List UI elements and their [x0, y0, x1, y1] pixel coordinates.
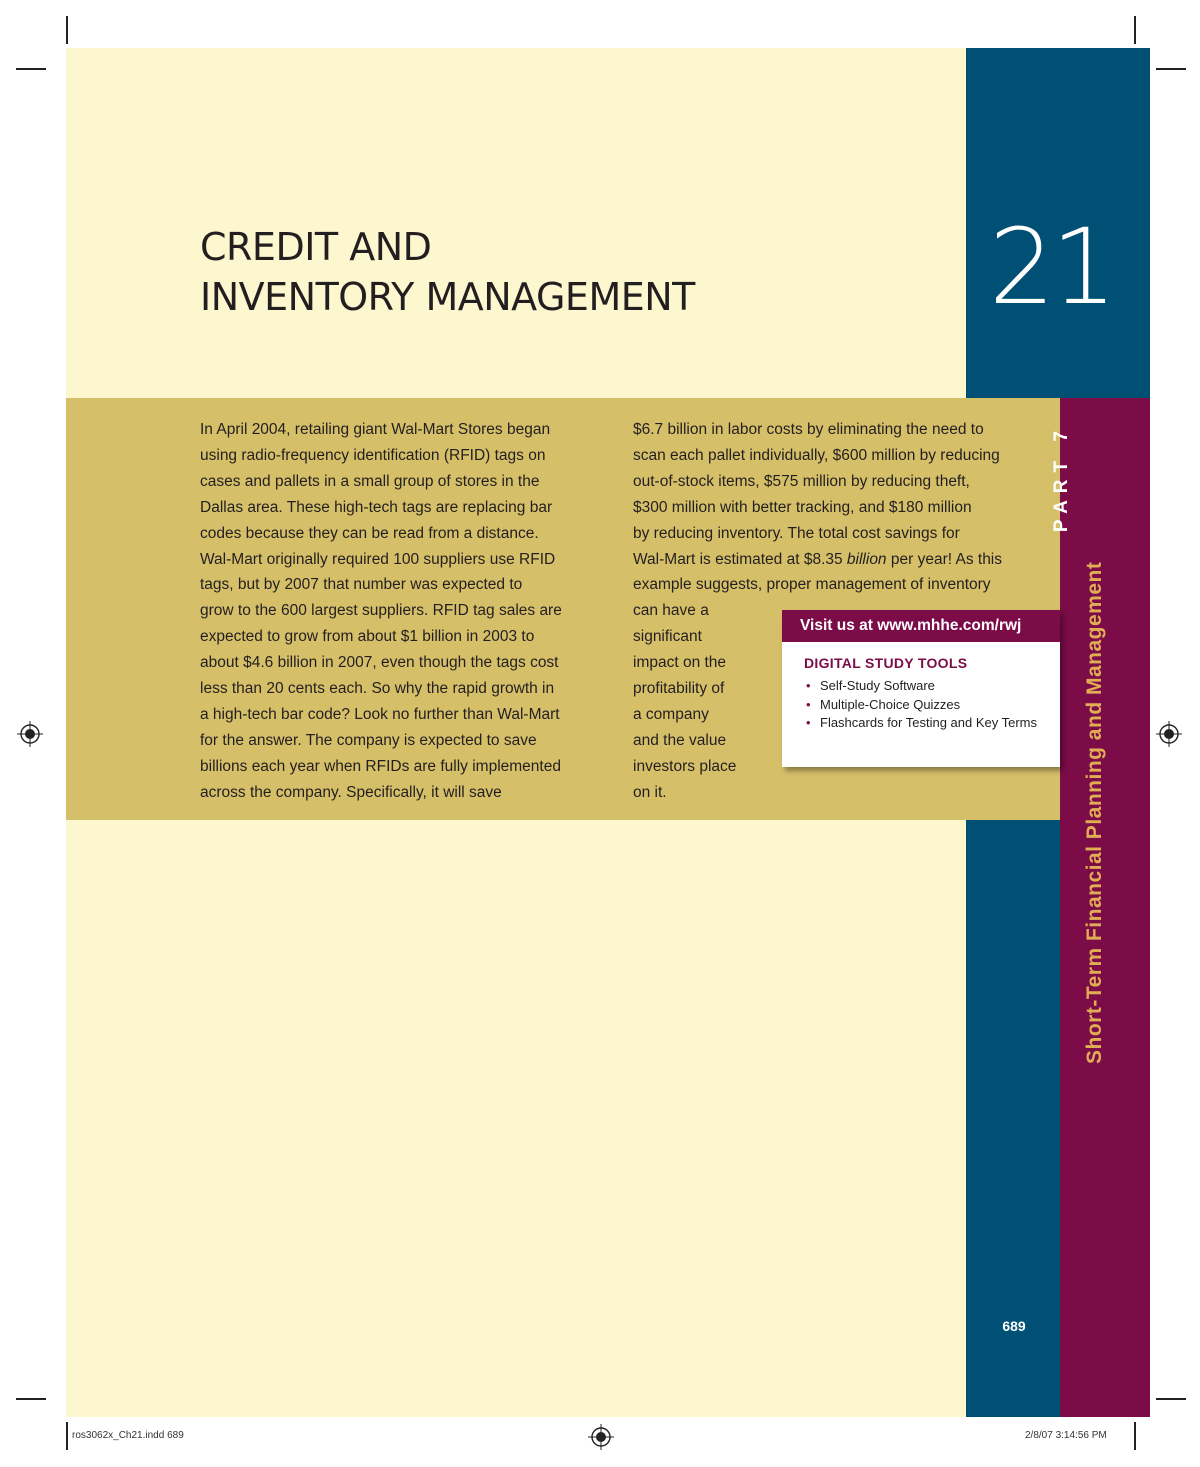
crop-mark — [66, 16, 68, 44]
page-number: 689 — [1002, 1318, 1026, 1334]
intro-line: In April 2004, retailing giant Wal-Mart Stores began — [200, 421, 551, 438]
list-item: • Multiple-Choice Quizzes — [806, 696, 1060, 715]
intro-line: about $4.6 billion in 2007, even though the tags cost — [200, 654, 559, 672]
intro-line: Wal-Mart originally required 100 suppliers use RFID — [200, 550, 556, 568]
intro-line: cases and pallets in a small group of stores in the — [200, 472, 540, 490]
visit-website-link[interactable]: Visit us at www.mhhe.com/rwj — [782, 610, 1060, 642]
intro-line: Dallas area. These high-tech tags are replacing bar — [200, 498, 553, 516]
list-item: • Self-Study Software — [806, 677, 1060, 696]
crop-mark — [16, 68, 46, 70]
intro-line: tags, but by 2007 that number was expected to — [200, 576, 523, 594]
intro-line: a high-tech bar code? Look no further than Wal-Mart — [200, 705, 560, 723]
intro-text: per year! As this — [886, 550, 1003, 568]
registration-mark-icon — [15, 719, 45, 749]
intro-line: codes because they can be read from a distance. — [200, 524, 539, 542]
intro-line: scan each pallet individually, $600 million by reducing — [633, 446, 1000, 464]
crop-mark — [1156, 1398, 1186, 1400]
intro-line: impact on the — [633, 654, 727, 672]
crop-mark — [1156, 68, 1186, 70]
crop-mark — [66, 1422, 68, 1450]
study-tools-heading: DIGITAL STUDY TOOLS — [804, 655, 968, 671]
crop-mark — [1134, 1422, 1136, 1450]
intro-line: can have a — [633, 602, 709, 620]
intro-line: $6.7 billion in labor costs by eliminating the need to — [633, 421, 984, 438]
intro-line: using radio-frequency identification (RFID) tags on — [200, 446, 546, 464]
intro-line: across the company. Specifically, it will save — [200, 783, 502, 801]
part-label: PART 7 — [1050, 424, 1072, 533]
intro-line: profitability of — [633, 680, 725, 698]
intro-line: out-of-stock items, $575 million by reducing theft, — [633, 472, 970, 490]
crop-mark — [1134, 16, 1136, 44]
intro-line: by reducing inventory. The total cost savings for — [633, 524, 960, 542]
intro-line: example suggests, proper management of inventory — [633, 576, 991, 594]
intro-line: investors place — [633, 757, 737, 775]
digital-study-tools-box — [782, 610, 1060, 767]
registration-mark-icon — [586, 1422, 616, 1452]
chapter-title-line-2: INVENTORY MANAGEMENT — [200, 275, 695, 319]
intro-line: significant — [633, 628, 702, 646]
intro-line: billions each year when RFIDs are fully implemented — [200, 757, 561, 775]
intro-line: $300 million with better tracking, and $180 million — [633, 498, 972, 516]
intro-text: Wal-Mart is estimated at $8.35 — [633, 550, 847, 568]
chapter-title-line-1: CREDIT AND — [200, 225, 432, 269]
chapter-number: 21 — [988, 206, 1114, 328]
intro-line: less than 20 cents each. So why the rapid growth in — [200, 680, 555, 698]
intro-line: for the answer. The company is expected to save — [200, 731, 537, 749]
file-slug: ros3062x_Ch21.indd 689 — [72, 1430, 184, 1441]
intro-left-column — [200, 417, 562, 806]
study-tools-list — [782, 677, 1060, 733]
chapter-title — [200, 222, 900, 322]
intro-line: and the value — [633, 731, 727, 749]
list-item: • Flashcards for Testing and Key Terms — [806, 714, 1060, 733]
crop-mark — [16, 1398, 46, 1400]
intro-line — [633, 547, 1002, 573]
print-timestamp: 2/8/07 3:14:56 PM — [1025, 1430, 1107, 1441]
registration-mark-icon — [1154, 719, 1184, 749]
intro-line: expected to grow from about $1 billion in 2003 to — [200, 628, 535, 646]
intro-line: grow to the 600 largest suppliers. RFID tag sales are — [200, 602, 562, 620]
part-subtitle: Short-Term Financial Planning and Management — [1083, 561, 1106, 1064]
intro-line: a company — [633, 705, 709, 723]
emphasis-text: billion — [846, 550, 887, 568]
intro-line: on it. — [633, 783, 667, 801]
